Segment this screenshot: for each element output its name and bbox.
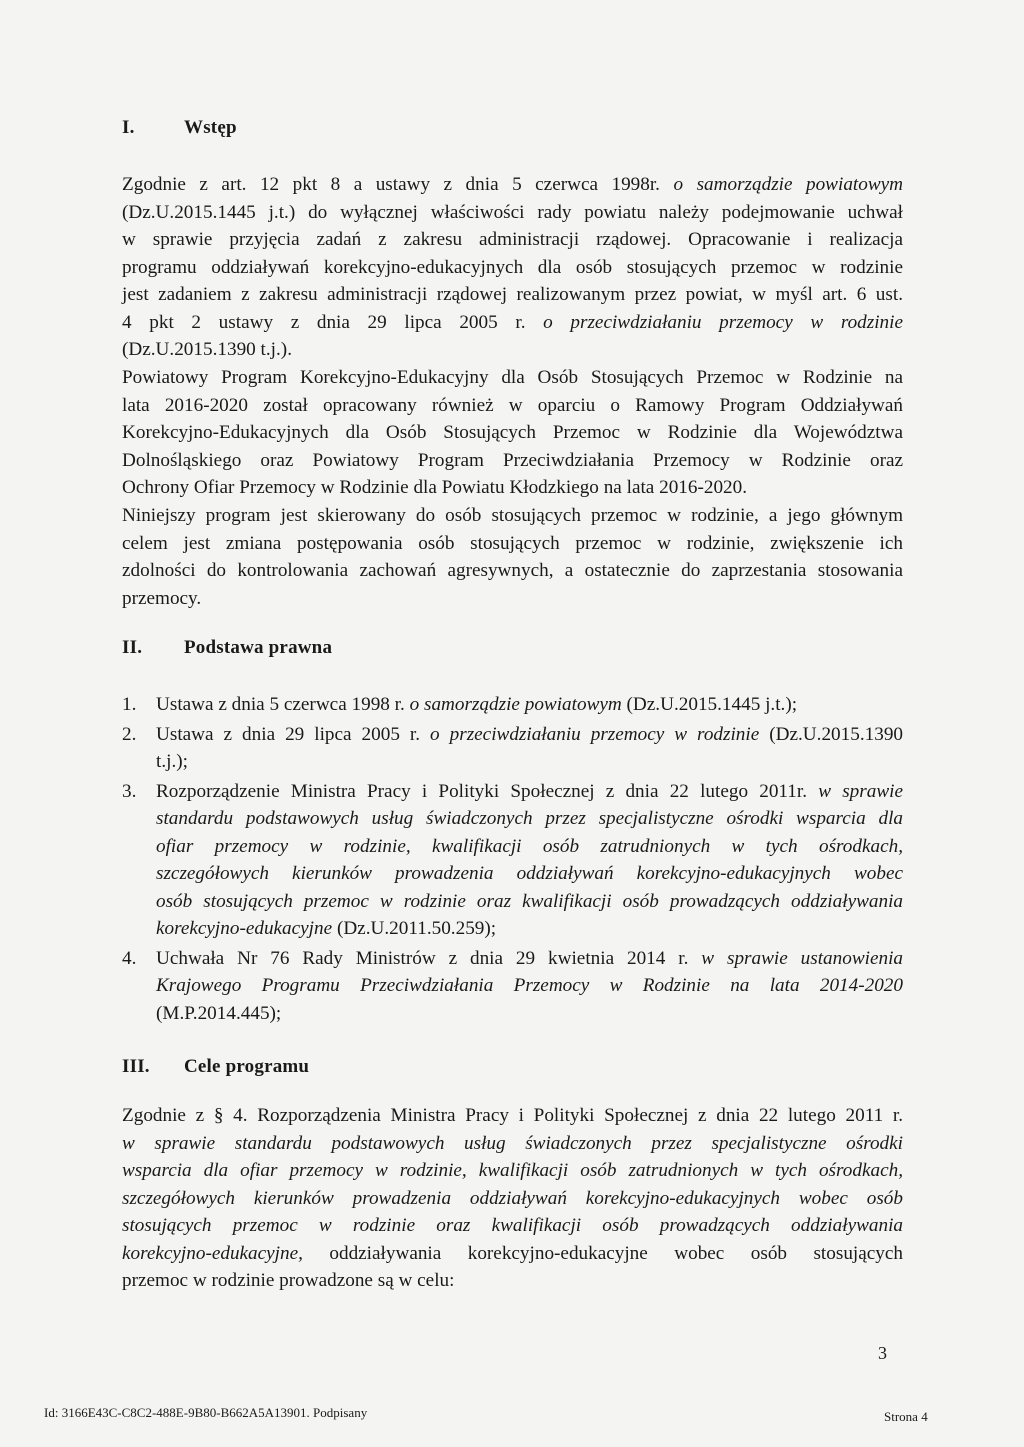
section-title: Cele programu	[184, 1056, 310, 1077]
text-line: korekcyjno-edukacyjne (Dz.U.2011.50.259);	[156, 918, 497, 939]
section-heading-goals	[122, 1056, 309, 1078]
text-line: w sprawie standardu podstawowych usług świadczonych przez specjalistyczne ośrodki	[122, 1132, 903, 1154]
text-line: Ustawa z dnia 5 czerwca 1998 r. o samorządzie powiatowym (Dz.U.2015.1445 j.t.);	[156, 694, 798, 715]
text-line: osób stosujących przemoc w rodzinie oraz kwalifikacji osób prowadzących oddziaływania	[156, 890, 903, 912]
text-line: lata 2016-2020 został opracowany również w oparciu o Ramowy Program Oddziaływań	[122, 394, 903, 416]
text-line: t.j.);	[156, 751, 188, 772]
legal-basis-list	[122, 691, 903, 1029]
text-line: (Dz.U.2015.1390 t.j.).	[122, 339, 292, 360]
text-line: Krajowego Programu Przeciwdziałania Przemocy w Rodzinie na lata 2014-2020	[156, 975, 903, 996]
section-title: Wstęp	[184, 117, 237, 138]
text-line: stosujących przemoc w rodzinie oraz kwalifikacji osób prowadzących oddziaływania	[122, 1215, 903, 1236]
text-line: przemoc w rodzinie prowadzone są w celu:	[122, 1270, 455, 1291]
text-line: (M.P.2014.445);	[156, 1002, 282, 1024]
list-number: 4.	[122, 947, 137, 969]
footer-document-id: Id: 3166E43C-C8C2-488E-9B80-B662A5A13901. Podpisany	[44, 1405, 368, 1420]
text-line: celem jest zmiana postępowania osób stosujących przemoc w rodzinie, zwiększenie ich	[122, 532, 903, 554]
page-number: 3	[878, 1343, 887, 1363]
list-item	[122, 691, 903, 719]
text-line: Rozporządzenie Ministra Pracy i Polityki Społecznej z dnia 22 lutego 2011r. w sprawie	[156, 780, 903, 802]
list-item	[122, 945, 903, 1028]
list-number: 2.	[122, 723, 137, 745]
text-line: programu oddziaływań korekcyjno-edukacyjnych dla osób stosujących przemoc w rodzinie	[122, 256, 903, 278]
intro-paragraph-1	[122, 171, 903, 364]
section-number: I.	[122, 117, 135, 138]
text-line: Zgodnie z § 4. Rozporządzenia Ministra Pracy i Polityki Społecznej z dnia 22 lutego 2011 r.	[122, 1105, 903, 1126]
list-item	[122, 721, 903, 776]
text-line: standardu podstawowych usług świadczonych przez specjalistyczne ośrodki wsparcia dla	[156, 808, 903, 829]
text-line: (Dz.U.2015.1445 j.t.) do wyłącznej właściwości rady powiatu należy podejmowanie uchwał	[122, 201, 903, 223]
text-line: przemocy.	[122, 587, 202, 609]
section-heading-intro	[122, 117, 237, 139]
text-line: szczegółowych kierunków prowadzenia oddziaływań korekcyjno-edukacyjnych wobec	[156, 863, 903, 884]
intro-paragraph-3	[122, 502, 903, 612]
text-line: szczegółowych kierunków prowadzenia oddziaływań korekcyjno-edukacyjnych wobec osób	[122, 1187, 903, 1209]
text-line: Ustawa z dnia 29 lipca 2005 r. o przeciwdziałaniu przemocy w rodzinie (Dz.U.2015.1390	[156, 723, 904, 745]
text-line: w sprawie przyjęcia zadań z zakresu administracji rządowej. Opracowanie i realizacja	[122, 229, 903, 250]
section-title: Podstawa prawna	[184, 637, 333, 658]
list-item	[122, 778, 903, 943]
footer-page-label: Strona 4	[884, 1409, 928, 1424]
goals-paragraph	[122, 1102, 903, 1295]
text-line: jest zadaniem z zakresu administracji rządowej realizowanym przez powiat, w myśl art. 6 ust.	[122, 284, 903, 305]
text-line: korekcyjno-edukacyjne, oddziaływania korekcyjno-edukacyjne wobec osób stosujących	[122, 1242, 903, 1264]
text-line: Uchwała Nr 76 Rady Ministrów z dnia 29 kwietnia 2014 r. w sprawie ustanowienia	[156, 947, 903, 969]
text-line: wsparcia dla ofiar przemocy w rodzinie, kwalifikacji osób zatrudnionych w tych ośrodkach,	[122, 1160, 903, 1181]
intro-paragraph-2	[122, 364, 903, 502]
section-heading-legal-basis	[122, 637, 332, 659]
section-number: II.	[122, 637, 143, 658]
text-line: Niniejszy program jest skierowany do osób stosujących przemoc w rodzinie, a jego głównym	[122, 505, 903, 526]
text-line: Dolnośląskiego oraz Powiatowy Program Przeciwdziałania Przemocy w Rodzinie oraz	[122, 449, 903, 471]
text-line: Ochrony Ofiar Przemocy w Rodzinie dla Powiatu Kłodzkiego na lata 2016-2020.	[122, 477, 748, 498]
text-line: ofiar przemocy w rodzinie, kwalifikacji osób zatrudnionych w tych ośrodkach,	[156, 835, 903, 857]
list-number: 3.	[122, 780, 137, 802]
list-number: 1.	[122, 694, 137, 715]
text-line: 4 pkt 2 ustawy z dnia 29 lipca 2005 r. o przeciwdziałaniu przemocy w rodzinie	[122, 311, 903, 333]
text-line: Zgodnie z art. 12 pkt 8 a ustawy z dnia 5 czerwca 1998r. o samorządzie powiatowym	[122, 174, 904, 195]
text-line: zdolności do kontrolowania zachowań agresywnych, a ostatecznie do zaprzestania stosowania	[122, 560, 903, 581]
section-number: III.	[122, 1056, 150, 1077]
text-line: Powiatowy Program Korekcyjno-Edukacyjny dla Osób Stosujących Przemoc w Rodzinie na	[122, 367, 903, 388]
text-line: Korekcyjno-Edukacyjnych dla Osób Stosujących Przemoc w Rodzinie dla Województwa	[122, 422, 903, 443]
